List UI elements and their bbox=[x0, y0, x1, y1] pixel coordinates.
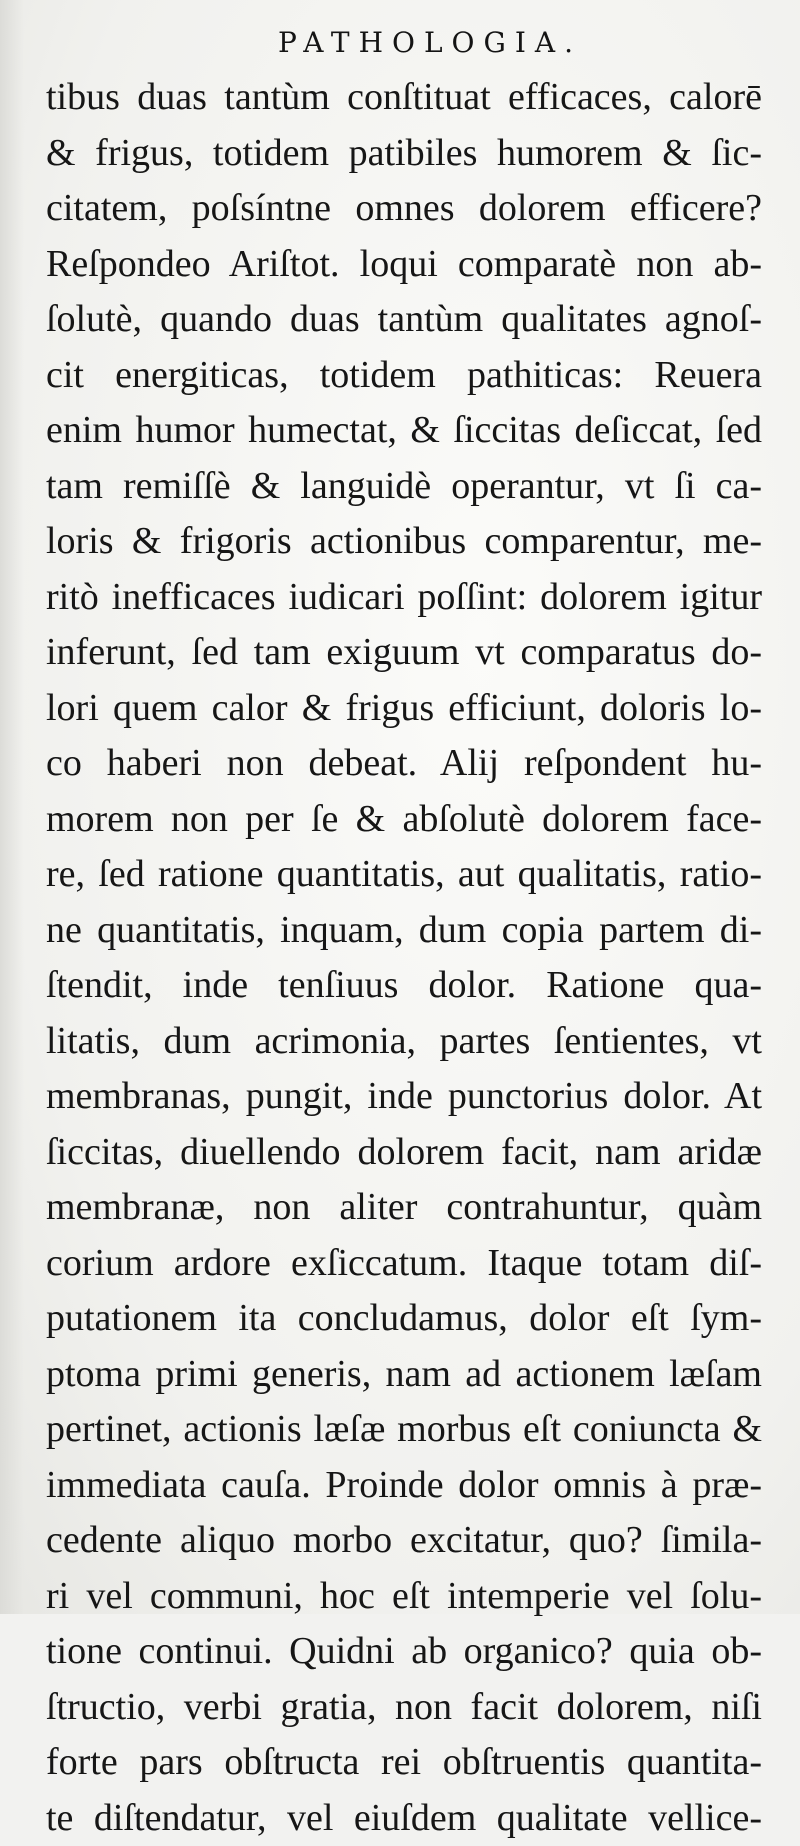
text-line: co haberi non debeat. Alij reſpondent hu- bbox=[46, 736, 762, 792]
text-line: tibus duas tantùm conſtituat efficaces, calorē bbox=[46, 70, 762, 126]
text-line: membranæ, non aliter contrahuntur, quàm bbox=[46, 1180, 762, 1236]
text-line: te diſtendatur, vel eiuſdem qualitate vellice- bbox=[46, 1791, 762, 1846]
text-line: cit energiticas, totidem pathiticas: Reuera bbox=[46, 348, 762, 404]
text-line: tam remiſſè & languidè operantur, vt ſi ca- bbox=[46, 459, 762, 515]
text-line: enim humor humectat, & ſiccitas deſiccat, ſed bbox=[46, 403, 762, 459]
body-text bbox=[46, 70, 762, 1846]
text-line: putationem ita concludamus, dolor eſt ſym- bbox=[46, 1291, 762, 1347]
running-title: PATHOLOGIA. bbox=[0, 26, 800, 59]
text-line: forte pars obſtructa rei obſtruentis quantita- bbox=[46, 1735, 762, 1791]
text-line: ſiccitas, diuellendo dolorem facit, nam aridæ bbox=[46, 1125, 762, 1181]
text-line: ri vel communi, hoc eſt intemperie vel ſolu- bbox=[46, 1569, 762, 1625]
text-line: ſolutè, quando duas tantùm qualitates agnoſ- bbox=[46, 292, 762, 348]
text-line: pertinet, actionis læſæ morbus eſt coniuncta & bbox=[46, 1402, 762, 1458]
text-line: tione continui. Quidni ab organico? quia ob- bbox=[46, 1624, 762, 1680]
text-line: membranas, pungit, inde punctorius dolor. At bbox=[46, 1069, 762, 1125]
text-line: & frigus, totidem patibiles humorem & ſic- bbox=[46, 126, 762, 182]
text-line: ſtructio, verbi gratia, non facit dolorem, niſi bbox=[46, 1680, 762, 1736]
text-line: loris & frigoris actionibus comparentur, me- bbox=[46, 514, 762, 570]
page-gutter-shadow bbox=[0, 0, 24, 1614]
text-line: citatem, poſsíntne omnes dolorem efficere? bbox=[46, 181, 762, 237]
text-line: inferunt, ſed tam exiguum vt comparatus do- bbox=[46, 625, 762, 681]
text-line: ptoma primi generis, nam ad actionem læſam bbox=[46, 1347, 762, 1403]
text-line: morem non per ſe & abſolutè dolorem face- bbox=[46, 792, 762, 848]
text-line: cedente aliquo morbo excitatur, quo? ſimila- bbox=[46, 1513, 762, 1569]
text-line: corium ardore exſiccatum. Itaque totam diſ- bbox=[46, 1236, 762, 1292]
text-line: ne quantitatis, inquam, dum copia partem di- bbox=[46, 903, 762, 959]
text-line: ſtendit, inde tenſiuus dolor. Ratione qua- bbox=[46, 958, 762, 1014]
text-line: litatis, dum acrimonia, partes ſentientes, vt bbox=[46, 1014, 762, 1070]
text-line: immediata cauſa. Proinde dolor omnis à præ- bbox=[46, 1458, 762, 1514]
text-line: Reſpondeo Ariſtot. loqui comparatè non ab- bbox=[46, 237, 762, 293]
text-line: ritò inefficaces iudicari poſſint: dolorem igitur bbox=[46, 570, 762, 626]
text-line: lori quem calor & frigus efficiunt, doloris lo- bbox=[46, 681, 762, 737]
text-line: re, ſed ratione quantitatis, aut qualitatis, ratio- bbox=[46, 847, 762, 903]
